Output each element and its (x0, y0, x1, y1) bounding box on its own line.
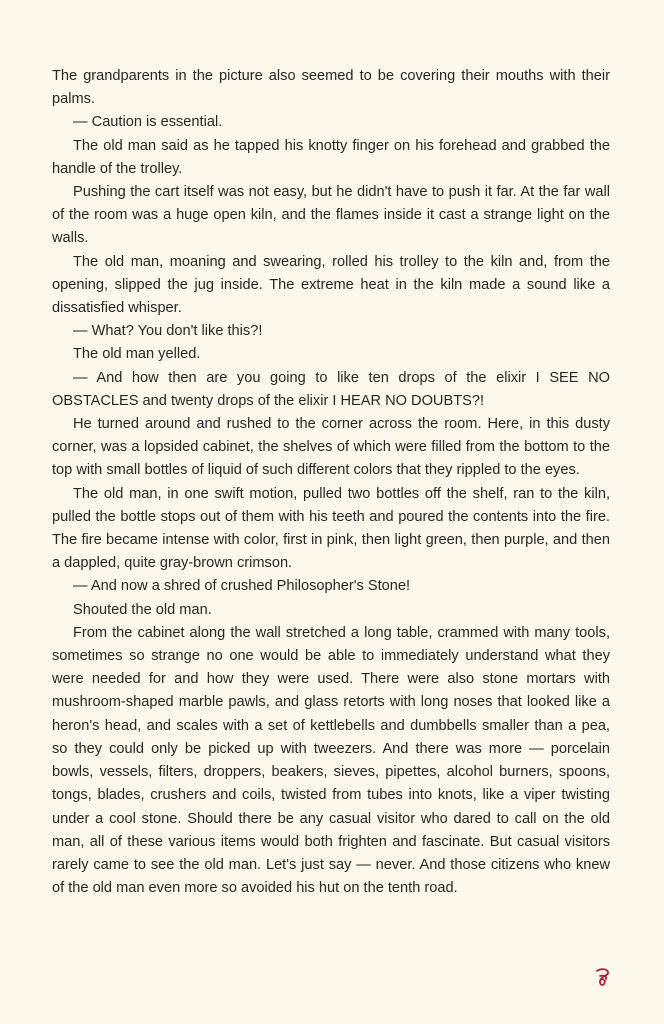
paragraph: The old man yelled. (73, 346, 201, 363)
paragraph: The old man said as he tapped his knotty finger on his forehead and grabbed the handle of the trolley. (52, 137, 610, 177)
paragraph: — And now a shred of crushed Philosopher's Stone! (73, 578, 411, 595)
page-body (52, 65, 610, 900)
scribble-page-mark-icon (592, 966, 612, 988)
paragraph: — Caution is essential. (73, 114, 223, 131)
paragraph: Shouted the old man. (73, 601, 212, 618)
paragraph: The grandparents in the picture also seemed to be covering their mouths with their palms. (52, 68, 610, 108)
paragraph: He turned around and rushed to the corner across the room. Here, in this dusty corner, was a lopsided cabinet, the shelves of which were filled from the bottom to the top with small bottles of liquid of such different colors that they rippled to the eyes. (52, 416, 610, 479)
paragraph: The old man, moaning and swearing, rolled his trolley to the kiln and, from the opening, slipped the jug inside. The extreme heat in the kiln made a sound like a dissatisfied whisper. (52, 253, 610, 317)
paragraph: — What? You don't like this?! (73, 323, 263, 340)
paragraph: Pushing the cart itself was not easy, but he didn't have to push it far. At the far wall of the room was a huge open kiln, and the flames inside it cast a strange light on the walls. (52, 184, 610, 247)
paragraph: The old man, in one swift motion, pulled two bottles off the shelf, ran to the kiln, pulled the bottle stops out of them with his teeth and poured the contents into the fire. The fire became intense with color, first in pink, then light green, then purple, and then a dappled, quite gray-brown crimson. (52, 485, 610, 572)
scribble-page-mark-icon (592, 966, 612, 988)
paragraph: — And how then are you going to like ten drops of the elixir I SEE NO OBSTACLES and twenty drops of the elixir I HEAR NO DOUBTS?! (52, 369, 610, 409)
paragraph: From the cabinet along the wall stretched a long table, crammed with many tools, sometimes so strange no one would be able to immediately understand what they were needed for and how they were used. There were also stone mortars with mushroom-shaped marble pawls, and glass retorts with long noses that looked like a heron's head, and scales with a set of kettlebells and dumbbells smaller than a pea, so they could only be picked up with tweezers. And there was more — porcelain bowls, vessels, filters, droppers, beakers, sieves, pipettes, alcohol burners, spoons, tongs, blades, crushers and coils, twisted from tubes into knots, like a viper twisting under a cool stone. Should there be any casual visitor who dared to call on the old man, all of these various items would both frighten and fascinate. But casual visitors rarely came to see the old man. Let's just say — never. And those citizens who knew of the old man even more so avoided his hut on the tenth road. (52, 624, 610, 897)
